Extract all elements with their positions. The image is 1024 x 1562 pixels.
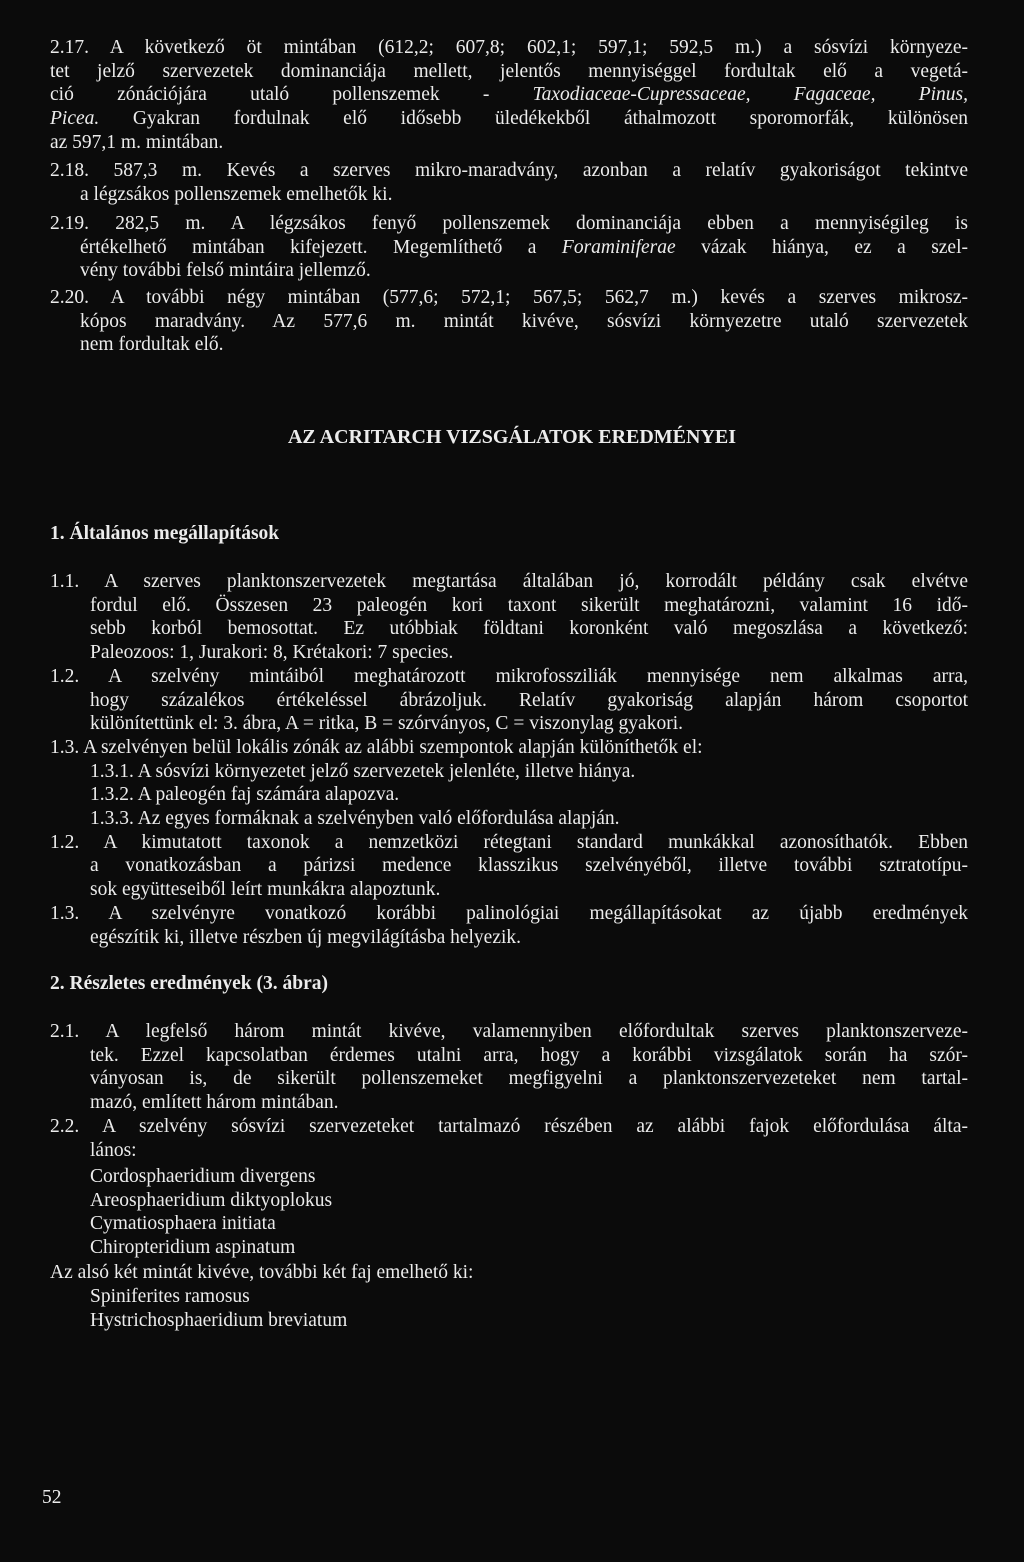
species-list (90, 1165, 332, 1260)
item-number: 1.3. (50, 902, 109, 924)
item-number: 2.1. (50, 1021, 106, 1042)
species-name: Hystrichosphaeridium breviatum (90, 1309, 348, 1331)
species-list (90, 1285, 347, 1332)
item-text: A kimutatott taxonok a nemzetközi rétegtani standard munkákkal azonosíthatók. Ebben (103, 831, 968, 853)
item-line (50, 570, 968, 594)
paragraph-text: 282,5 m. A légzsákos fenyő pollenszemek dominanciája ebben a mennyiségileg is (89, 213, 968, 234)
item-text: egészítik ki, illetve részben új megvilágításba helyezik. (90, 926, 522, 948)
item-text: tek. Ezzel kapcsolatban érdemes utalni arra, hogy a korábbi vizsgálatok során ha szór- (90, 1044, 968, 1066)
paragraph-text: ció zónációjára utaló pollenszemek - (50, 84, 533, 106)
item-text: a vonatkozásban a párizsi medence klasszikus szelvényéből, illetve további sztratotípu- (90, 855, 968, 877)
paragraph-text: a légzsákos pollenszemek emelhetők ki. (80, 183, 393, 205)
item-line (50, 831, 968, 855)
paragraph-text: vázak hiánya, ez a szel- (675, 236, 968, 258)
item-line (50, 665, 968, 689)
sub-item: 1.3.2. A paleogén faj számára alapozva. (90, 784, 400, 806)
numbered-item (50, 665, 968, 736)
paragraph-text: tet jelző szervezetek dominanciája mellett, jelentős mennyiséggel fordultak elő a vegetá- (50, 60, 968, 82)
item-text: mazó, említett három mintában. (90, 1092, 339, 1114)
paragraph-text: Gyakran fordulnak elő idősebb üledékekből áthalmozott sporomorfák, különösen (99, 108, 968, 130)
species-name: Chiropteridium aspinatum (90, 1237, 296, 1259)
paragraph-number: 2.20. (50, 287, 89, 308)
paragraph-text: értékelhető mintában kifejezett. Megemlíthető a (80, 236, 562, 258)
item-text: fordul elő. Összesen 23 paleogén kori taxont sikerült meghatározni, valamint 16 idő- (90, 594, 968, 616)
section-heading: AZ ACRITARCH VIZSGÁLATOK EREDMÉNYEI (287, 426, 737, 448)
item-text: ványosan is, de sikerült pollenszemeket megfigyelni a planktonszervezeteket nem tartal- (90, 1068, 968, 1090)
paragraph-text: A következő öt mintában (612,2; 607,8; 602,1; 597,1; 592,5 m.) a sósvízi környeze- (109, 37, 968, 58)
species-name: Cordosphaeridium divergens (90, 1166, 316, 1187)
numbered-item (50, 570, 968, 665)
paragraph-number: 2.18. (50, 160, 89, 181)
paragraph-2-19 (50, 212, 968, 283)
paragraph-text: nem fordultak elő. (80, 334, 224, 356)
item-line (50, 902, 968, 926)
numbered-item (50, 902, 968, 949)
taxon-name: Picea. (50, 108, 100, 130)
paragraph-text: 587,3 m. Kevés a szerves mikro-maradvány, azonban a relatív gyakoriságot tekintve (89, 160, 968, 181)
paragraph-text: A további négy mintában (577,6; 572,1; 567,5; 562,7 m.) kevés a szerves mikrosz- (89, 287, 968, 308)
species-name: Spiniferites ramosus (90, 1286, 250, 1307)
item-line (50, 1020, 968, 1044)
paragraph-text: kópos maradvány. Az 577,6 m. mintát kivéve, sósvízi környezetre utaló szervezetek (80, 310, 968, 332)
item-text: A szelvényre vonatkozó korábbi palinológiai megállapításokat az újabb eredmények (108, 902, 968, 924)
item-text: A szerves planktonszervezetek megtartása általában jó, korrodált példány csak elvétve (104, 571, 968, 592)
detailed-results-list (50, 1020, 968, 1162)
item-text: A szelvény sósvízi szervezeteket tartalmazó részében az alábbi fajok előfordulása álta- (102, 1115, 968, 1137)
sub-item: 1.3.3. Az egyes formáknak a szelvényben való előfordulása alapján. (90, 808, 620, 830)
note-text: Az alsó két mintát kivéve, további két faj emelhető ki: (50, 1262, 474, 1283)
item-text: Paleozoos: 1, Jurakori: 8, Krétakori: 7 species. (90, 642, 454, 664)
subsection-title: 2. Részletes eredmények (3. ábra) (50, 973, 328, 994)
item-text: sebb korból bemosottat. Ez utóbbiak földtani koronként való megoszlása a következő: (90, 618, 968, 640)
item-text: lános: (90, 1139, 137, 1161)
species-name: Cymatiosphaera initiata (90, 1213, 276, 1235)
paragraph-text: vény további felső mintáira jellemző. (80, 260, 371, 282)
item-line (50, 1115, 968, 1139)
item-number: 1.1. (50, 571, 105, 592)
item-text: A szelvény mintáiból meghatározott mikrofossziliák mennyisége nem alkalmas arra, (108, 665, 968, 687)
item-text: különítettünk el: 3. ábra, A = ritka, B = szórványos, C = viszonylag gyakori. (90, 713, 683, 735)
page-number: 52 (42, 1487, 62, 1508)
item-text: sok együtteseiből leírt munkákra alapoztunk. (90, 879, 441, 901)
item-line (50, 736, 968, 760)
paragraph-text: az 597,1 m. mintában. (50, 131, 224, 153)
taxon-names: Taxodiaceae-Cupressaceae, Fagaceae, Pinus, (532, 84, 969, 106)
item-number: 1.2. (50, 831, 104, 853)
paragraph-number: 2.19. (50, 213, 89, 234)
item-text: A szelvényen belül lokális zónák az alábbi szempontok alapján különíthetők el: (83, 736, 703, 758)
species-name: Areosphaeridium diktyoplokus (90, 1189, 333, 1211)
subsection-title: 1. Általános megállapítások (50, 523, 280, 544)
general-findings-list (50, 570, 968, 949)
numbered-item (50, 1115, 968, 1162)
item-number: 1.3. (50, 736, 84, 758)
numbered-item (50, 736, 968, 760)
paragraph-2-20 (50, 286, 968, 357)
paragraph-number: 2.17. (50, 37, 89, 58)
numbered-item (50, 1020, 968, 1115)
item-text: hogy százalékos értékeléssel ábrázoljuk. Relatív gyakoriság alapján három csoportot (90, 689, 968, 711)
numbered-item (50, 831, 968, 902)
item-number: 2.2. (50, 1115, 103, 1137)
item-text: A legfelső három mintát kivéve, valamennyiben előfordultak szerves planktonszerveze- (105, 1021, 968, 1042)
taxon-name: Foraminiferae (561, 236, 676, 258)
paragraph-2-18 (50, 159, 968, 206)
sub-item: 1.3.1. A sósvízi környezetet jelző szervezetek jelenléte, illetve hiánya. (90, 760, 636, 782)
item-number: 1.2. (50, 665, 109, 687)
paragraph-2-17 (50, 36, 968, 155)
